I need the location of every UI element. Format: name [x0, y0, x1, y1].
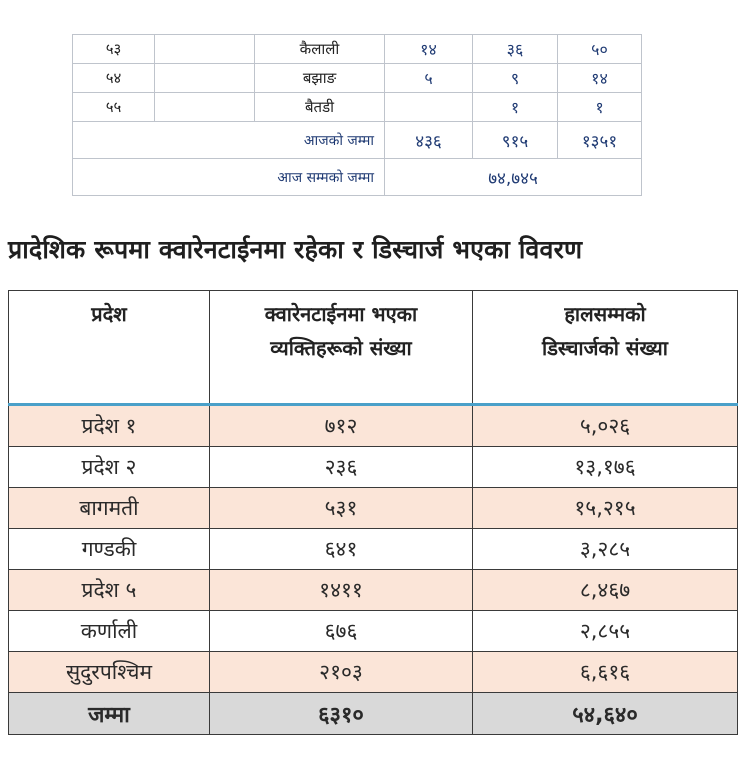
section-heading: प्रादेशिक रूपमा क्वारेनटाईनमा रहेका र डिस्चार्ज भएका विवरण — [8, 235, 583, 264]
empty-cell — [155, 93, 255, 122]
discharged-count: ६,६१६ — [473, 652, 738, 693]
table-row — [73, 35, 642, 64]
empty-cell — [155, 64, 255, 93]
count-cell: ५० — [558, 35, 642, 64]
serial-number: ५५ — [73, 93, 155, 122]
province-table — [8, 290, 738, 735]
quarantine-count: ७१२ — [210, 405, 473, 447]
province-header-label: प्रदेश — [91, 302, 127, 326]
today-total-value: १३५१ — [558, 122, 642, 159]
quarantine-count: १४११ — [210, 570, 473, 611]
province-name: प्रदेश १ — [9, 405, 210, 447]
table-row — [9, 405, 738, 447]
serial-number: ५३ — [73, 35, 155, 64]
count-cell: ९ — [473, 64, 558, 93]
province-name: सुदुरपश्चिम — [9, 652, 210, 693]
today-total-label: आजको जम्मा — [73, 122, 385, 159]
discharged-count: १३,१७६ — [473, 447, 738, 488]
quarantine-count: २३६ — [210, 447, 473, 488]
province-name: कर्णाली — [9, 611, 210, 652]
quarantine-count: ५३१ — [210, 488, 473, 529]
quarantine-header — [210, 291, 473, 405]
table-row — [9, 652, 738, 693]
discharged-count: ८,४६७ — [473, 570, 738, 611]
quarantine-count: ६७६ — [210, 611, 473, 652]
province-name: प्रदेश ५ — [9, 570, 210, 611]
table-header-row — [9, 291, 738, 405]
count-cell: १४ — [385, 35, 473, 64]
district-name: बझाङ — [255, 64, 385, 93]
empty-cell — [155, 35, 255, 64]
total-discharged: ५४,६४० — [473, 693, 738, 735]
table-row — [73, 64, 642, 93]
count-cell: १ — [473, 93, 558, 122]
total-quarantine: ६३१० — [210, 693, 473, 735]
discharged-count: ५,०२६ — [473, 405, 738, 447]
table-row — [9, 529, 738, 570]
today-total-value: ९१५ — [473, 122, 558, 159]
district-name: बैतडी — [255, 93, 385, 122]
province-name: बागमती — [9, 488, 210, 529]
discharged-count: २,८५५ — [473, 611, 738, 652]
discharged-header-line1: हालसम्मको — [564, 302, 646, 326]
count-cell — [385, 93, 473, 122]
serial-number: ५४ — [73, 64, 155, 93]
quarantine-count: ६४१ — [210, 529, 473, 570]
discharged-count: १५,२१५ — [473, 488, 738, 529]
today-total-value: ४३६ — [385, 122, 473, 159]
count-cell: १ — [558, 93, 642, 122]
discharged-header — [473, 291, 738, 405]
total-row — [9, 693, 738, 735]
total-label: जम्मा — [9, 693, 210, 735]
province-header — [9, 291, 210, 405]
table-row — [9, 488, 738, 529]
cumulative-total-value: ७४,७४५ — [385, 159, 642, 196]
discharged-header-line2: डिस्चार्जको संख्या — [542, 336, 668, 360]
cumulative-total-label: आज सम्मको जम्मा — [73, 159, 385, 196]
quarantine-count: २१०३ — [210, 652, 473, 693]
province-name: गण्डकी — [9, 529, 210, 570]
table-row — [73, 93, 642, 122]
count-cell: १४ — [558, 64, 642, 93]
table-row — [9, 570, 738, 611]
district-table — [72, 34, 642, 196]
today-total-row — [73, 122, 642, 159]
table-row — [9, 611, 738, 652]
cumulative-total-row — [73, 159, 642, 196]
province-name: प्रदेश २ — [9, 447, 210, 488]
count-cell: ३६ — [473, 35, 558, 64]
quarantine-header-line1: क्वारेनटाईनमा भएका — [264, 302, 418, 326]
discharged-count: ३,२८५ — [473, 529, 738, 570]
district-name: कैलाली — [255, 35, 385, 64]
count-cell: ५ — [385, 64, 473, 93]
quarantine-header-line2: व्यक्तिहरूको संख्या — [270, 336, 412, 360]
table-row — [9, 447, 738, 488]
